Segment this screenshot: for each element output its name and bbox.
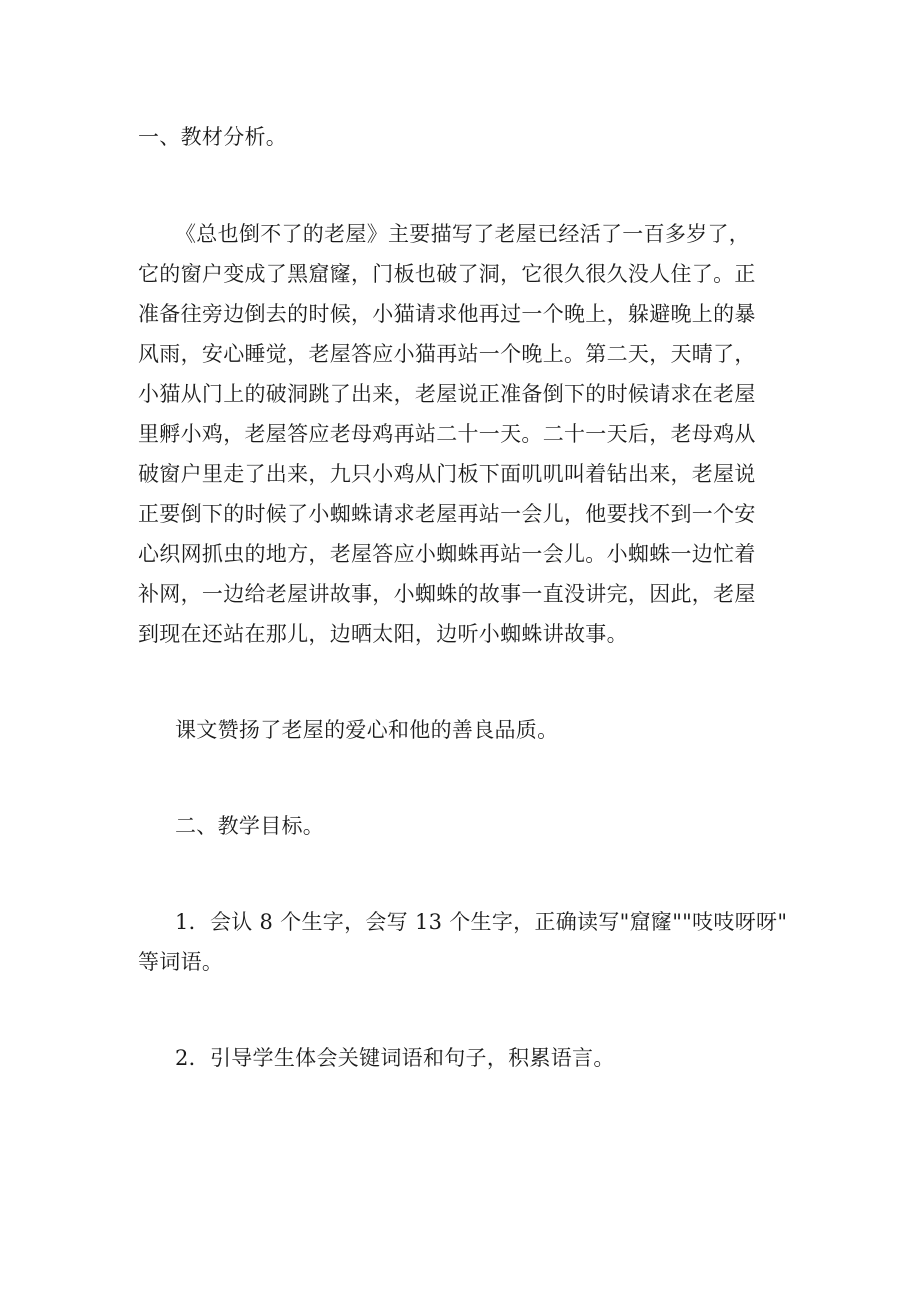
section-heading-teaching-material-analysis: 一、教材分析。 (138, 125, 288, 149)
objective-line: 等词语。 (138, 950, 224, 974)
paragraph-line: 它的窗户变成了黑窟窿，门板也破了洞，它很久很久没人住了。正 (138, 262, 756, 286)
summary-paragraph: 课文赞扬了老屋的爱心和他的善良品质。 (175, 718, 559, 742)
paragraph-line: 准备往旁边倒去的时候，小猫请求他再过一个晚上，躲避晚上的暴 (138, 302, 756, 326)
paragraph-line: 里孵小鸡，老屋答应老母鸡再站二十一天。二十一天后，老母鸡从 (138, 422, 756, 446)
objective-line: 2．引导学生体会关键词语和句子，积累语言。 (175, 1046, 615, 1070)
paragraph-line: 正要倒下的时候了小蜘蛛请求老屋再站一会儿，他要找不到一个安 (138, 502, 756, 526)
paragraph-line: 小猫从门上的破洞跳了出来，老屋说正准备倒下的时候请求在老屋 (138, 382, 756, 406)
paragraph-line: 补网，一边给老屋讲故事，小蜘蛛的故事一直没讲完，因此，老屋 (138, 582, 756, 606)
paragraph-line: 心织网抓虫的地方，老屋答应小蜘蛛再站一会儿。小蜘蛛一边忙着 (138, 542, 756, 566)
section-heading-teaching-objectives: 二、教学目标。 (175, 814, 325, 838)
objective-line: 1．会认 8 个生字，会写 13 个生字，正确读写"窟窿""吱吱呀呀" (175, 910, 788, 934)
paragraph-line: 破窗户里走了出来，九只小鸡从门板下面叽叽叫着钻出来，老屋说 (138, 462, 756, 486)
paragraph-line: 《总也倒不了的老屋》主要描写了老屋已经活了一百多岁了， (175, 222, 751, 246)
paragraph-line: 风雨，安心睡觉，老屋答应小猫再站一个晚上。第二天，天晴了， (138, 342, 756, 366)
paragraph-line: 到现在还站在那儿，边晒太阳，边听小蜘蛛讲故事。 (138, 622, 628, 646)
